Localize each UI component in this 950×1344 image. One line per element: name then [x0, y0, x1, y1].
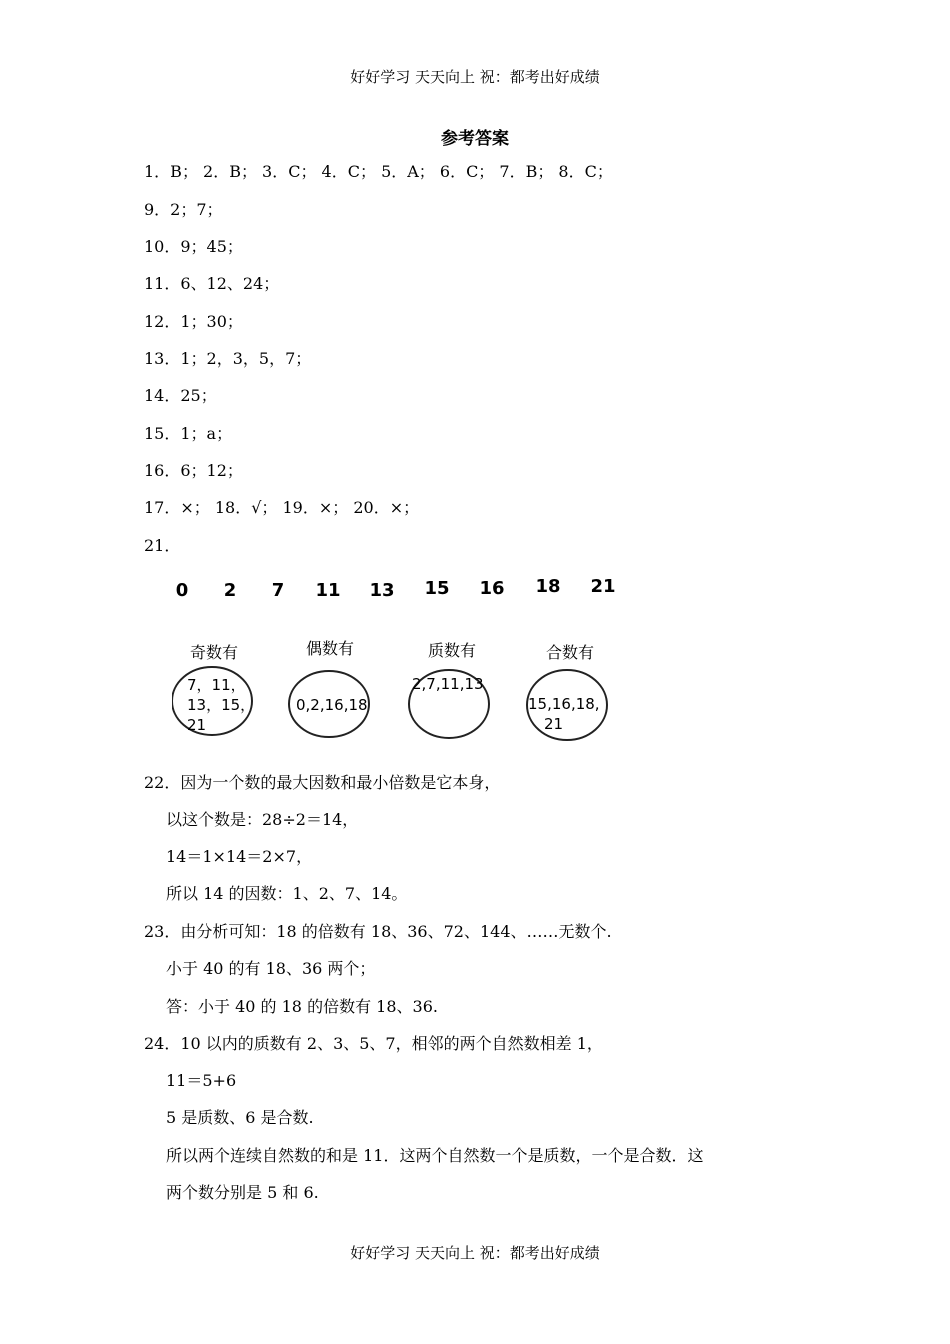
- q24-line-2: 11＝5+6: [166, 1071, 237, 1090]
- figure-number: 2: [223, 580, 237, 601]
- figure-number: 15: [424, 578, 450, 599]
- composite-values-line1: 15,16,18,: [528, 695, 600, 713]
- answer-line-13: 13．1；2，3，5，7；: [144, 349, 312, 368]
- odd-label: 奇数有: [189, 643, 239, 662]
- figure-number: 18: [535, 576, 561, 597]
- q24-line-4: 所以两个连续自然数的和是 11．这两个自然数一个是质数，一个是合数．这: [166, 1146, 704, 1165]
- odd-values-line3: 21: [187, 716, 207, 734]
- prime-label: 质数有: [427, 641, 477, 660]
- q23-line-2: 小于 40 的有 18、36 两个；: [166, 959, 376, 978]
- even-label: 偶数有: [305, 639, 355, 658]
- q23-line-3: 答：小于 40 的 18 的倍数有 18、36.: [166, 997, 438, 1016]
- answer-line-9: 9．2；7；: [144, 200, 223, 219]
- figure-number: 21: [590, 576, 616, 597]
- page-header: 好好学习 天天向上 祝：都考出好成绩: [350, 68, 600, 86]
- q22-line-4: 所以 14 的因数：1、2、7、14。: [166, 884, 408, 903]
- figure-number: 11: [315, 580, 341, 601]
- q22-line-2: 以这个数是：28÷2＝14，: [166, 810, 359, 829]
- answer-line-16: 16．6；12；: [144, 461, 243, 480]
- answer-line-15: 15．1；a；: [144, 424, 233, 443]
- even-values: 0,2,16,18: [296, 696, 368, 714]
- answer-line-14: 14．25；: [144, 386, 217, 405]
- q22-line-1: 22．因为一个数的最大因数和最小倍数是它本身，: [144, 773, 501, 792]
- answer-line-21: 21．: [144, 536, 181, 555]
- answer-line-10: 10．9；45；: [144, 237, 243, 256]
- answer-line-1-8: 1．B； 2．B； 3．C； 4．C； 5．A； 6．C； 7．B； 8．C；: [144, 162, 613, 181]
- q24-line-3: 5 是质数、6 是合数.: [166, 1108, 314, 1127]
- q24-line-1: 24．10 以内的质数有 2、3、5、7，相邻的两个自然数相差 1，: [144, 1034, 603, 1053]
- page-footer: 好好学习 天天向上 祝：都考出好成绩: [350, 1244, 600, 1262]
- q22-line-3: 14＝1×14＝2×7，: [166, 847, 313, 866]
- figure-number: 7: [271, 580, 285, 601]
- odd-values-line1: 7，11，: [187, 676, 246, 694]
- composite-values-line2: 21: [544, 715, 564, 733]
- answer-line-11: 11．6、12、24；: [144, 274, 280, 293]
- page-title: 参考答案: [441, 129, 509, 149]
- figure-number: 13: [369, 580, 395, 601]
- composite-label: 合数有: [545, 643, 595, 662]
- number-classification-figure: [172, 566, 622, 756]
- q23-line-1: 23．由分析可知：18 的倍数有 18、36、72、144、……无数个.: [144, 922, 612, 941]
- answer-line-12: 12．1；30；: [144, 312, 243, 331]
- prime-values: 2,7,11,13: [412, 675, 484, 693]
- answer-line-17-20: 17．×； 18．√； 19．×； 20．×；: [144, 498, 420, 517]
- q24-line-5: 两个数分别是 5 和 6.: [166, 1183, 319, 1202]
- figure-number: 0: [175, 580, 189, 601]
- figure-number: 16: [479, 578, 505, 599]
- odd-values-line2: 13，15，: [187, 696, 256, 714]
